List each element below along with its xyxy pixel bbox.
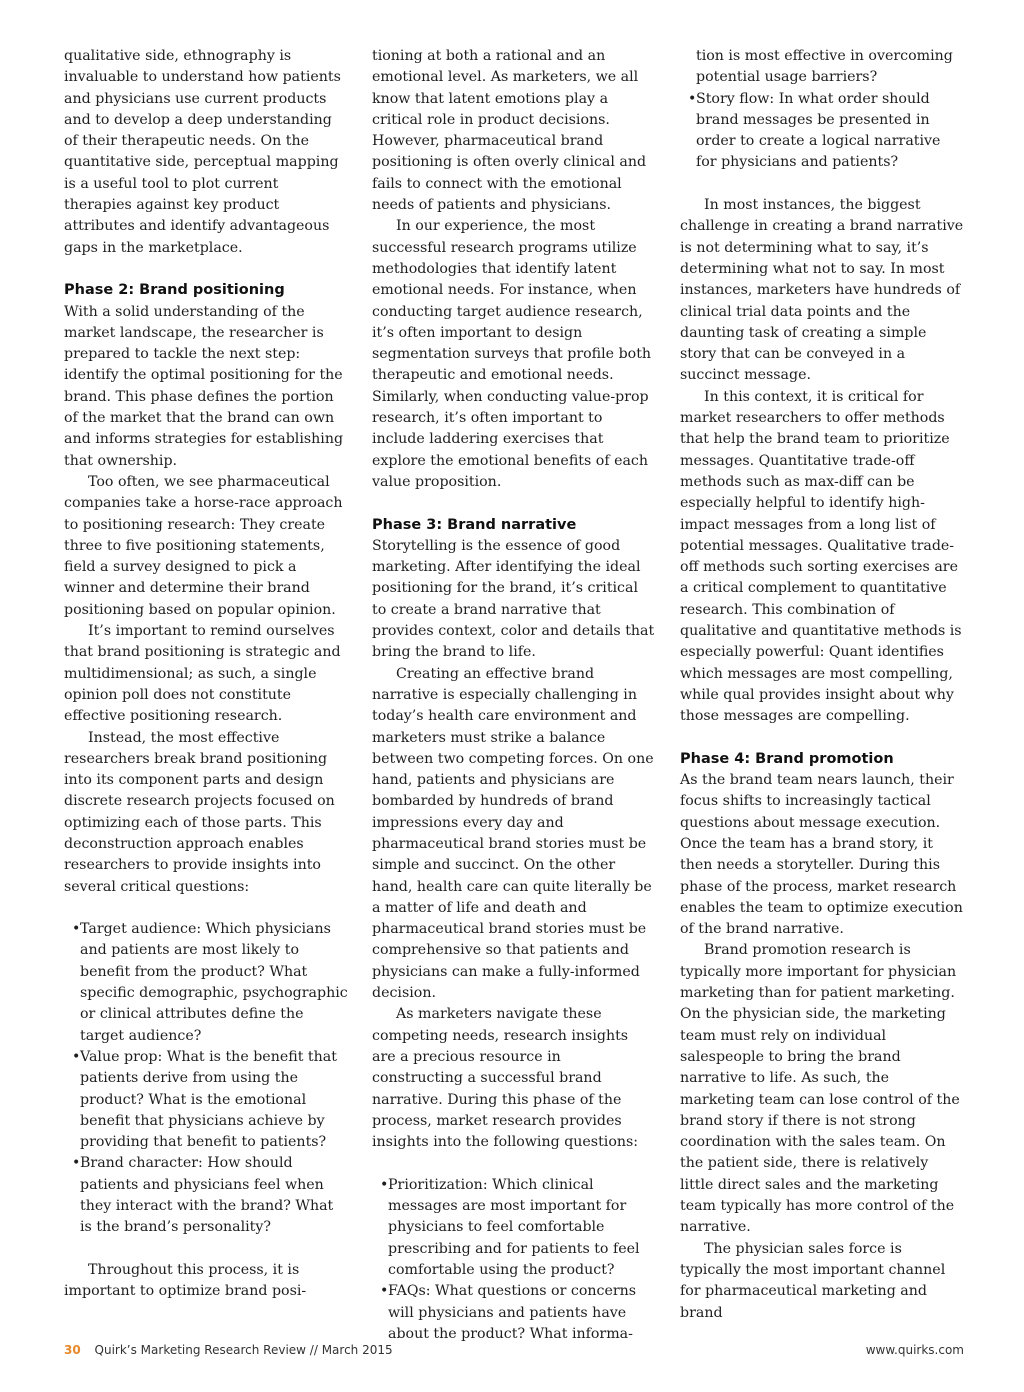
list-item: • Value prop: What is the benefit that patients derive from using the product? What is the emotional benefit that physicians achieve by providing that benefit to patients?: [64, 1047, 348, 1153]
paragraph: The physician sales force is typically the most important channel for pharmaceutical marketing and brand: [680, 1240, 946, 1321]
page-footer: [64, 1343, 964, 1357]
paragraph: In most instances, the biggest challenge in creating a brand narrative is not determining what to say, it’s determining what not to say. In most instances, marketers have hundreds of clinical trial data points and the daunting task of creating a simple story that can be conveyed in a succinct message.: [680, 197, 964, 384]
paragraph: qualitative side, ethnography is invaluable to understand how patients and physicians use current products and to develop a deep understanding of their therapeutic needs. On the quantitative side, perceptual mapping is a useful tool to plot current therapies against key product attributes and identify advantageous gaps in the marketplace.: [64, 48, 341, 256]
list-item: • Prioritization: Which clinical messages are most important for physicians to feel comfortable prescribing and for patients to feel comfortable using the product?: [372, 1175, 656, 1281]
column-3: [680, 46, 964, 1324]
list-item: • Story flow: In what order should brand messages be presented in order to create a logical narrative for physicians and patients?: [680, 89, 964, 174]
website-link[interactable]: www.quirks.com: [865, 1343, 964, 1357]
page-number: 30: [64, 1343, 81, 1357]
list-item: • Target audience: Which physicians and patients are most likely to benefit from the product? What specific demographic, psychographic or clinical attributes define the target audience?: [64, 919, 348, 1047]
column-1: [64, 46, 348, 1303]
paragraph: Instead, the most effective researchers break brand positioning into its component parts and design discrete research projects focused on optimizing each of those parts. This deconstruction approach enables researchers to provide insights into several critical questions:: [64, 729, 335, 895]
bullet-list: [680, 46, 964, 174]
paragraph: As the brand team nears launch, their focus shifts to increasingly tactical questions about message execution. Once the team has a brand story, it then needs a storyteller. During this phase of the process, market research enables the team to optimize execution of the brand narrative.: [680, 772, 963, 938]
list-item-continued: tion is most effective in overcoming potential usage barriers?: [696, 48, 953, 86]
paragraph: As marketers navigate these competing needs, research insights are a precious resource in constructing a successful brand narrative. During this phase of the process, market research provides insights into the following questions:: [372, 1006, 639, 1151]
section-heading-phase-3: Phase 3: Brand narrative: [372, 516, 577, 533]
paragraph: With a solid understanding of the market landscape, the researcher is prepared to tackle the next step: identify the optimal positioning for the brand. This phase defines the portion of the market that the brand can own and informs strategies for establishing that ownership.: [64, 303, 344, 469]
paragraph: Brand promotion research is typically more important for physician marketing than for patient marketing. On the physician side, the marketing team must rely on individual salespeople to bring the brand narrative to life. As such, the marketing team can lose control of the brand story if there is not strong coordination with the sales team. On the patient side, there is relatively little direct sales and the marketing team typically has more control of the narrative.: [680, 942, 960, 1236]
paragraph: tioning at both a rational and an emotional level. As marketers, we all know that latent emotions play a critical role in product decisions. However, pharmaceutical brand positioning is often overly clinical and fails to connect with the emotional needs of patients and physicians.: [372, 48, 647, 214]
section-heading-phase-4: Phase 4: Brand promotion: [680, 750, 894, 767]
paragraph: Storytelling is the essence of good marketing. After identifying the ideal positioning for the brand, it’s critical to create a brand narrative that provides context, color and details that bring the brand to life.: [372, 537, 655, 661]
bullet-list: [372, 1175, 656, 1345]
paragraph: Throughout this process, it is important to optimize brand posi-: [64, 1261, 307, 1300]
paragraph: Too often, we see pharmaceutical companies take a horse-race approach to positioning research: They create three to five positioning statements, field a survey designed to pick a winner and determine their brand positioning based on popular opinion.: [64, 473, 343, 618]
paragraph: It’s important to remind ourselves that brand positioning is strategic and multidimensional; as such, a single opinion poll does not constitute effective positioning research.: [64, 623, 341, 725]
bullet-list: [64, 919, 348, 1238]
paragraph: In this context, it is critical for market researchers to offer methods that help the brand team to prioritize messages. Quantitative trade-off methods such as max-diff can be especially helpful to identify high-impact messages from a long list of potential messages. Qualitative trade-off methods such sorting exercises are a critical complement to quantitative research. This combination of qualitative and quantitative methods is especially powerful: Quant identifies which messages are most compelling, while qual provides insight about why those messages are compelling.: [680, 388, 962, 725]
paragraph: Creating an effective brand narrative is especially challenging in today’s health care environment and marketers must strike a balance between two competing forces. On one hand, patients and physicians are bombarded by hundreds of brand impressions every day and pharmaceutical brand stories must be simple and succinct. On the other hand, health care can quite literally be a matter of life and death and pharmaceutical brand stories must be comprehensive so that patients and physicians can make a fully-informed decision.: [372, 665, 654, 1002]
column-2: [372, 46, 656, 1345]
paragraph: In our experience, the most successful research programs utilize methodologies that identify latent emotional needs. For instance, when conducting target audience research, it’s often important to design segmentation surveys that profile both therapeutic and emotional needs. Similarly, when conducting value-prop research, it’s often important to include laddering exercises that explore the emotional benefits of each value proposition.: [372, 218, 652, 490]
list-item: • Brand character: How should patients and physicians feel when they interact with the brand? What is the brand’s personality?: [64, 1153, 348, 1238]
list-item: • FAQs: What questions or concerns will physicians and patients have about the product? What informa-: [372, 1281, 656, 1345]
publication-title: Quirk’s Marketing Research Review // March 2015: [94, 1343, 393, 1357]
section-heading-phase-2: Phase 2: Brand positioning: [64, 282, 285, 299]
